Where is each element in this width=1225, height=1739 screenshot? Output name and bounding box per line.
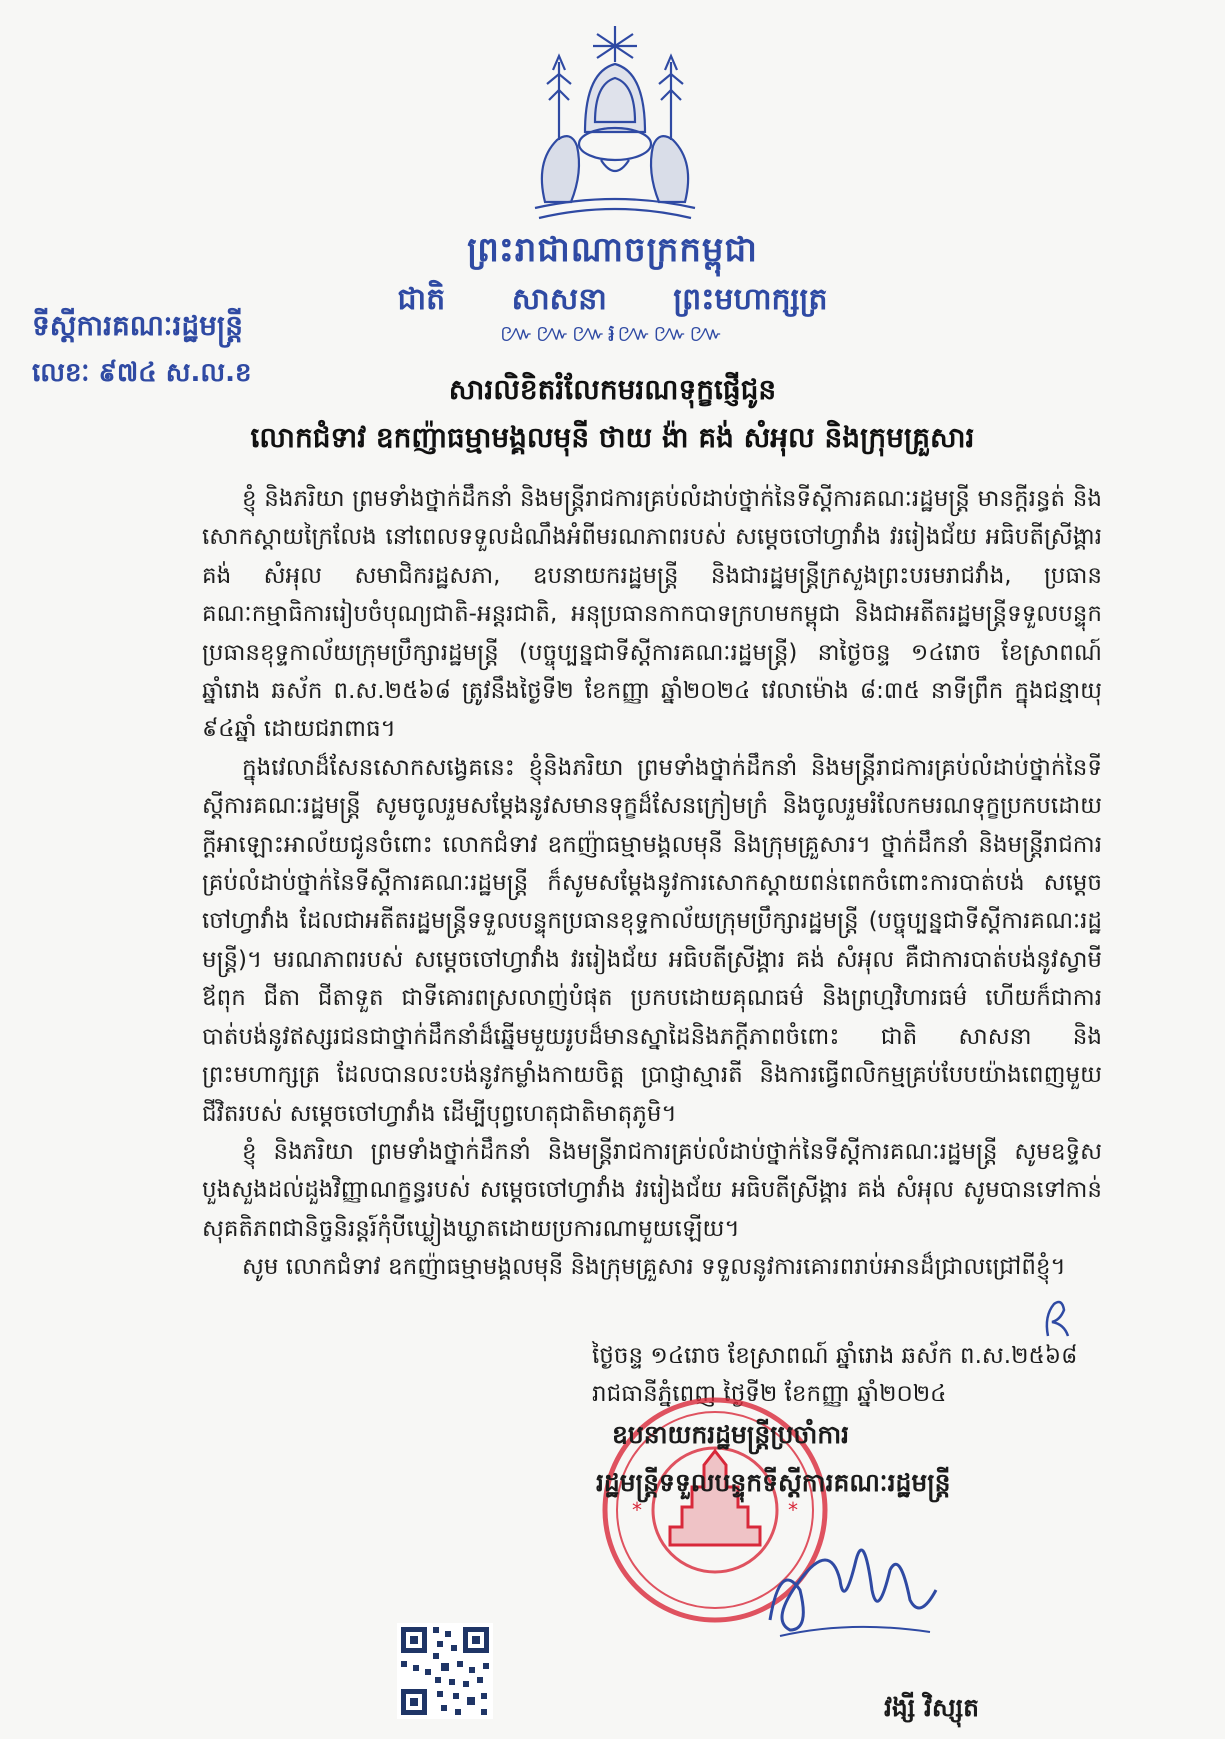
body-paragraph-3: ខ្ញុំ និងភរិយា ព្រមទាំងថ្នាក់ដឹកនាំ និងមន្ត្រីរាជការគ្រប់លំដាប់ថ្នាក់នៃទីស្ដីការគណៈរដ្ឋមន្ត្រី សូមឧទ្ទិសបួងសួងដល់ដួងវិញ្ញាណក្ខន្ធរបស់ សម្ដេចចៅហ្វាវាំង វររៀងជ័យ អធិបតីស្រីង្គារ គង់ សំអុល សូមបានទៅកាន់សុគតិភពជានិច្ចនិរន្តរ៍កុំបីឃ្លៀងឃ្លាតដោយប្រការណាមួយឡើយ។: [202, 1138, 1102, 1242]
motto-religion: សាសនា: [511, 282, 607, 317]
svg-text:*: *: [788, 1498, 798, 1522]
body-paragraph-1: ខ្ញុំ និងភរិយា ព្រមទាំងថ្នាក់ដឹកនាំ និងមន្ត្រីរាជការគ្រប់លំដាប់ថ្នាក់នៃទីស្ដីការគណៈរដ្ឋមន្ត្រី មានក្ដីរន្ធត់ និងសោកស្ដាយក្រៃលែង នៅពេលទទួលដំណឹងអំពីមរណភាពរបស់ សម្ដេចចៅហ្វាវាំង វររៀងជ័យ អធិបតីស្រីង្គារ គង់ សំអុល សមាជិករដ្ឋសភា, ឧបនាយករដ្ឋមន្ត្រី និងជារដ្ឋមន្ត្រីក្រសួងព្រះបរមរាជវាំង, ប្រធានគណៈកម្មាធិការរៀបចំបុណ្យជាតិ-អន្តរជាតិ, អនុប្រធានកាកបាទក្រហមកម្ពុជា និងជាអតីតរដ្ឋមន្ត្រីទទួលបន្ទុកប្រធានខុទ្ទកាល័យក្រុមប្រឹក្សារដ្ឋមន្ត្រី (បច្ចុប្បន្នជាទីស្ដីការគណៈរដ្ឋមន្ត្រី) នាថ្ងៃចន្ទ ១៤រោច ខែស្រាពណ៍ ឆ្នាំរោង ឆស័ក ព.ស.២៥៦៨ ត្រូវនឹងថ្ងៃទី២ ខែកញ្ញា ឆ្នាំ២០២៤ វេលាម៉ោង ៨:៣៥ នាទីព្រឹក ក្នុងជន្មាយុ ៩៤ឆ្នាំ ដោយជរាពាធ។: [202, 486, 1102, 743]
letter-title: សារលិខិតរំលែកមរណទុក្ខផ្ញើជូន: [448, 373, 777, 406]
handwritten-initial-icon: [1040, 1296, 1076, 1342]
qr-code-icon[interactable]: [397, 1623, 493, 1719]
kingdom-heading: ព្រះរាជាណាចក្រកម្ពុជា: [467, 230, 758, 270]
motto-nation: ជាតិ: [397, 282, 446, 317]
letter-recipient: លោកជំទាវ ឧកញ៉ាធម្មាមង្គលមុនី ថាយ ង៉ា គង់ សំអុល និងក្រុមគ្រួសារ: [250, 421, 975, 454]
heading-ornament: ៚៚៚៛៚៚៚: [499, 319, 726, 347]
svg-text:*: *: [632, 1498, 642, 1522]
solar-date: រាជធានីភ្នំពេញ ថ្ងៃទី២ ខែកញ្ញា ឆ្នាំ២០២៤: [592, 1381, 947, 1407]
issuing-office: ទីស្ដីការគណៈរដ្ឋមន្ត្រី: [32, 309, 244, 342]
body-paragraph-4: សូម លោកជំទាវ ឧកញ៉ាធម្មាមង្គលមុនី និងក្រុមគ្រួសារ ទទួលនូវការគោរពរាប់អានដ៏ជ្រាលជ្រៅពីខ្ញុំ។: [242, 1254, 1066, 1281]
reference-number: លេខៈ ៩៧៤ ស.ល.ខ: [32, 358, 252, 388]
signatory-name: វង្សី វិស្សុត: [884, 1693, 980, 1722]
signatory-title-1: ឧបនាយករដ្ឋមន្ត្រីប្រចាំការ: [612, 1420, 850, 1449]
motto-king: ព្រះមហាក្សត្រ: [673, 282, 828, 317]
lunar-date: ថ្ងៃចន្ទ ១៤រោច ខែស្រាពណ៍ ឆ្នាំរោង ឆស័ក ព.ស.២៥៦៨: [592, 1343, 1078, 1369]
body-paragraph-2: ក្នុងវេលាដ៏សែនសោកសង្វេគនេះ ខ្ញុំនិងភរិយា ព្រមទាំងថ្នាក់ដឹកនាំ និងមន្ត្រីរាជការគ្រប់លំដាប់ថ្នាក់នៃទីស្ដីការគណៈរដ្ឋមន្ត្រី សូមចូលរួមសម្ដែងនូវសមានទុក្ខដ៏សែនក្រៀមក្រំ និងចូលរួមរំលែកមរណទុក្ខប្រកបដោយក្ដីអាឡោះអាល័យជូនចំពោះ លោកជំទាវ ឧកញ៉ាធម្មាមង្គលមុនី និងក្រុមគ្រួសារ។ ថ្នាក់ដឹកនាំ និងមន្ត្រីរាជការគ្រប់លំដាប់ថ្នាក់នៃទីស្ដីការគណៈរដ្ឋមន្ត្រី ក៏សូមសម្ដែងនូវការសោកស្ដាយពន់ពេកចំពោះការបាត់បង់ សម្ដេចចៅហ្វាវាំង ដែលជាអតីតរដ្ឋមន្ត្រីទទួលបន្ទុកប្រធានខុទ្ទកាល័យក្រុមប្រឹក្សារដ្ឋមន្ត្រី (បច្ចុប្បន្នជាទីស្ដីការគណៈរដ្ឋមន្ត្រី)។ មរណភាពរបស់ សម្ដេចចៅហ្វាវាំង វររៀងជ័យ អធិបតីស្រីង្គារ គង់ សំអុល គឺជាការបាត់បង់នូវស្វាមី ឪពុក ជីតា ជីតាទួត ជាទីគោរពស្រលាញ់បំផុត ប្រកបដោយគុណធម៌ និងព្រហ្មវិហារធម៌ ហើយក៏ជាការបាត់បង់នូវឥស្សរជនជាថ្នាក់ដឹកនាំដ៏ឆ្នើមមួយរូបដ៏មានស្នាដៃនិងភក្ដីភាពចំពោះ ជាតិ សាសនា និងព្រះមហាក្សត្រ ដែលបានលះបង់នូវកម្លាំងកាយចិត្ត ប្រាជ្ញាស្មារតី និងការធ្វើពលិកម្មគ្រប់បែបយ៉ាងពេញមួយជីវិតរបស់ សម្ដេចចៅហ្វាវាំង ដើម្បីបុព្វហេតុជាតិមាតុភូមិ។: [202, 754, 1102, 1127]
signatory-title-2: រដ្ឋមន្ត្រីទទួលបន្ទុកទីស្ដីការគណៈរដ្ឋមន្ត្រី: [596, 1468, 951, 1497]
signature-icon: [760, 1520, 940, 1650]
letter-body: [202, 480, 1102, 1287]
royal-coat-of-arms-icon: [505, 22, 725, 222]
